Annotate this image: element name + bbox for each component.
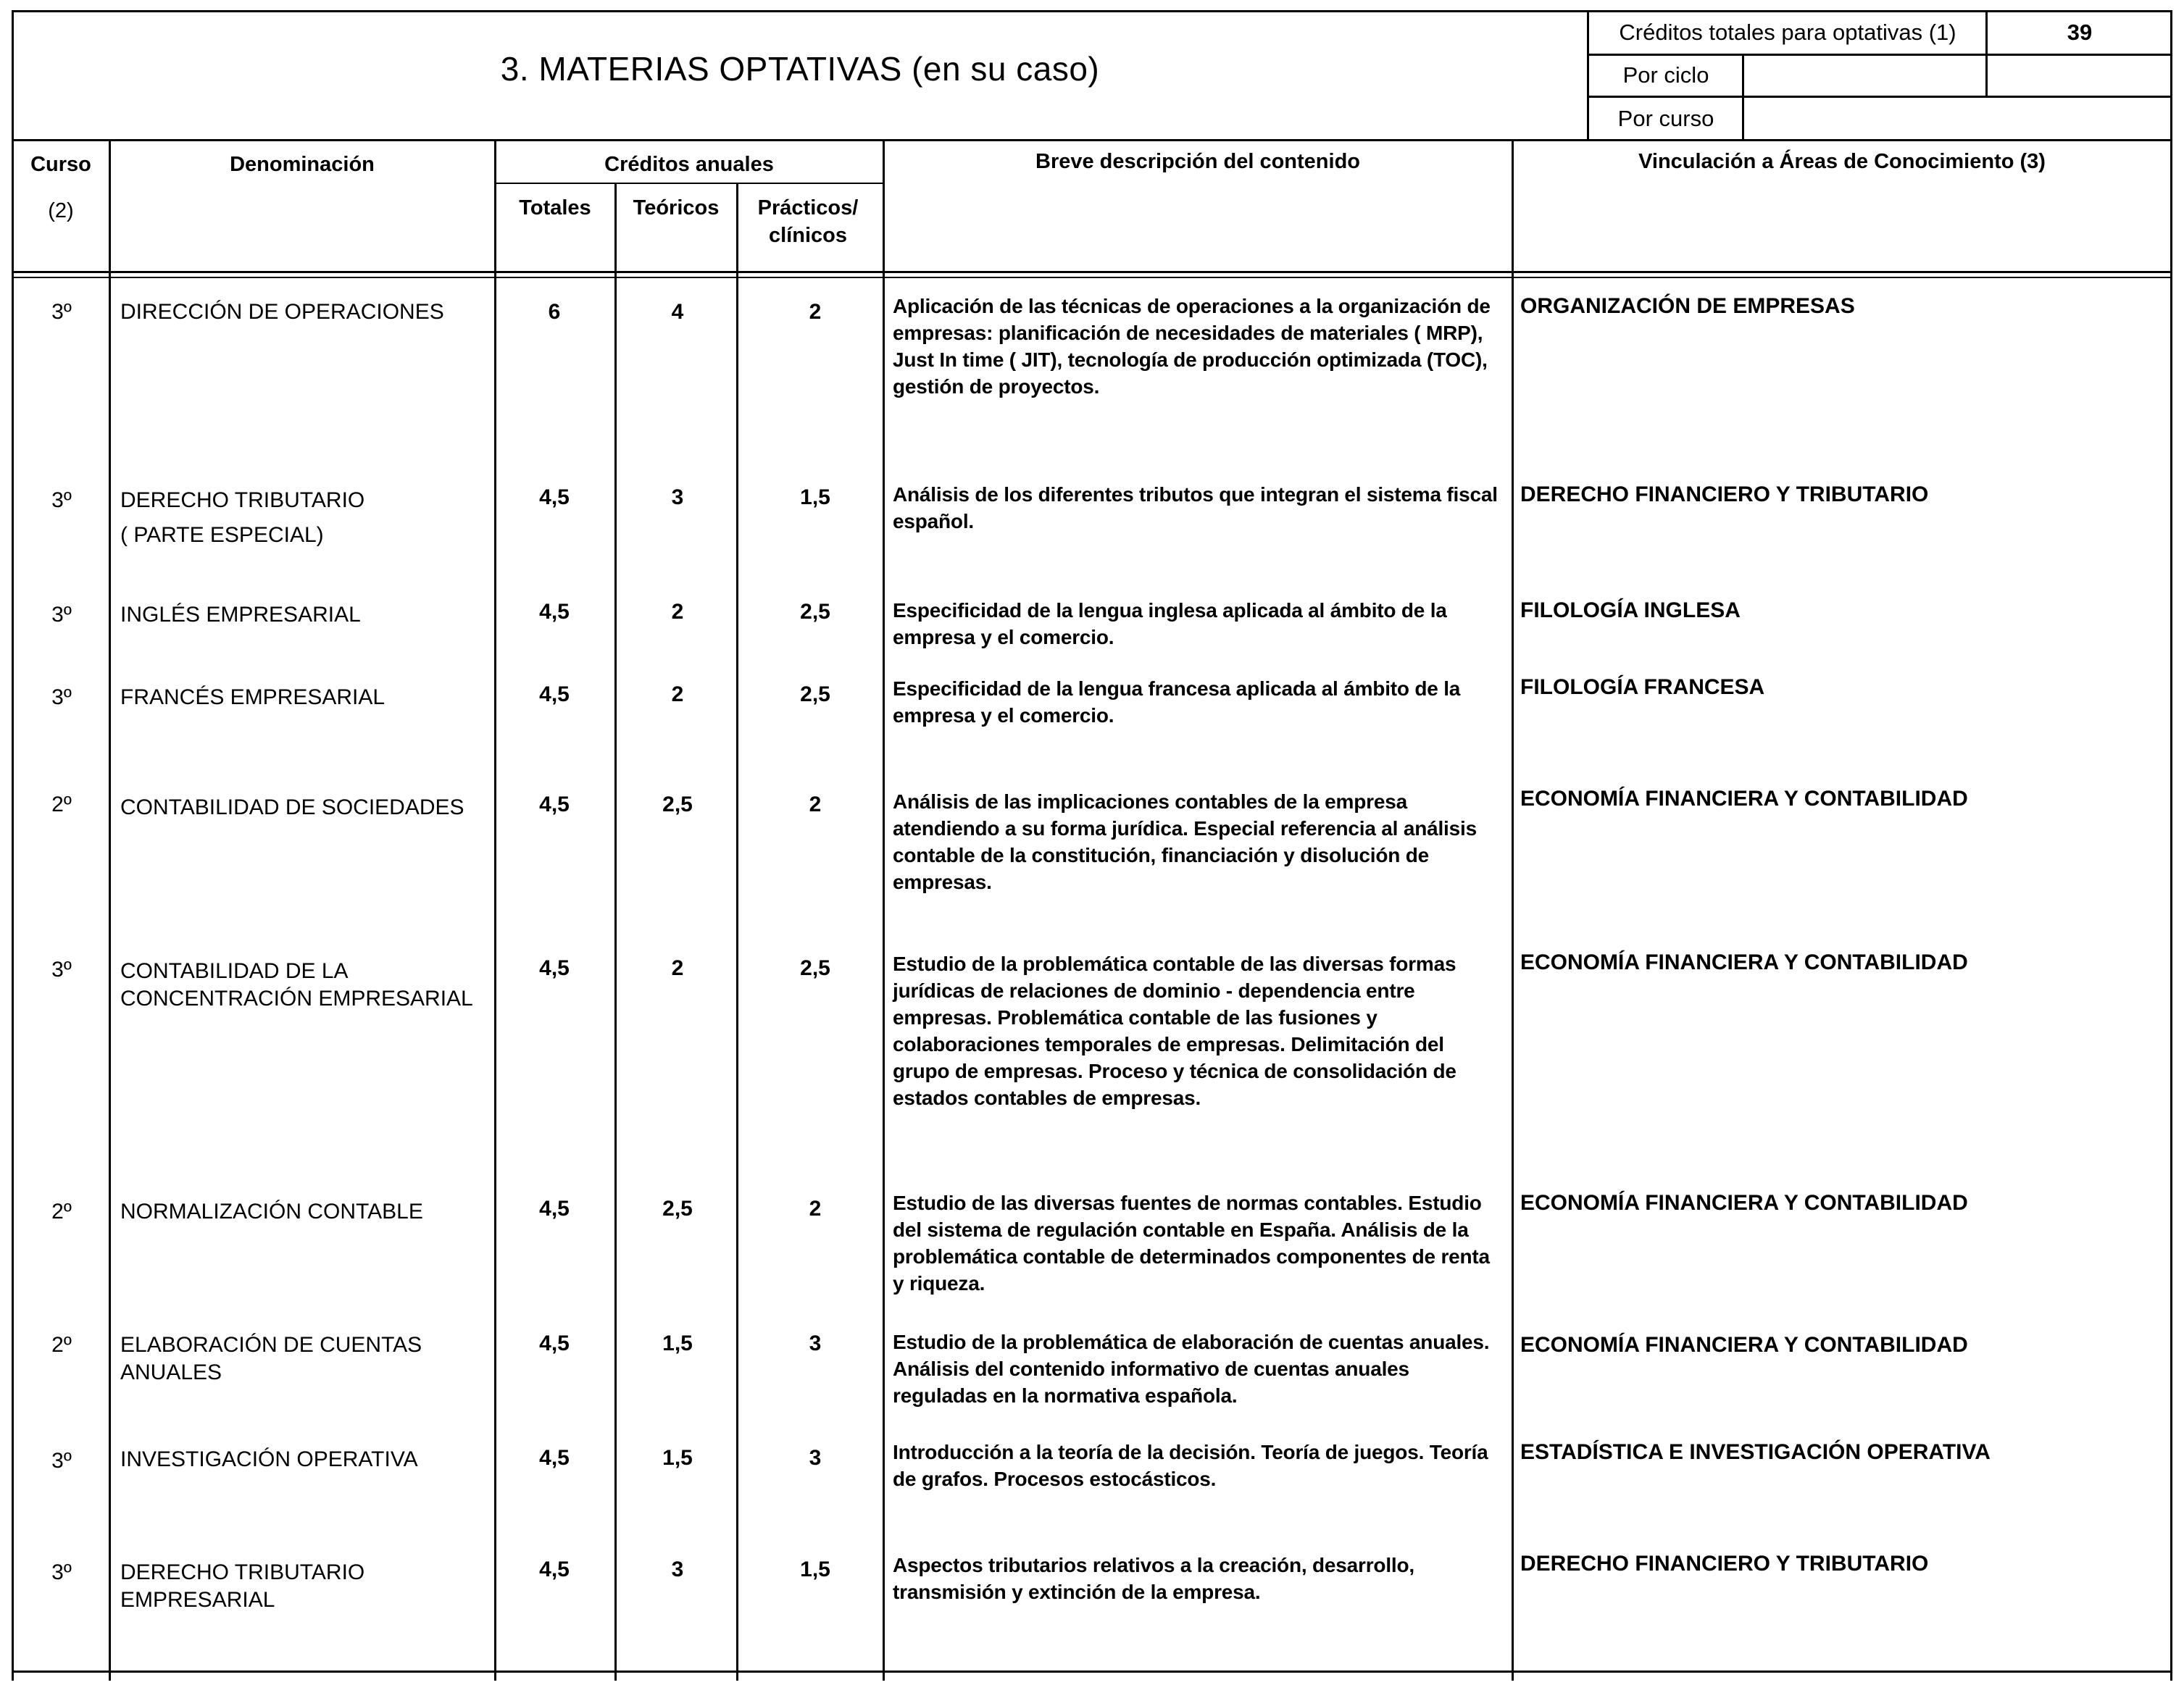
row-8-descripcion: Estudio de la problemática de elaboración de cuentas anuales. Análisis del contenido informativo de cuentas anuales reguladas en la normativa española. (893, 1331, 1490, 1407)
col-line-tot (614, 183, 617, 1681)
row-1-descripcion: Aplicación de las técnicas de operaciones a la organización de empresas: planificación de necesidades de materiales ( MRP), Just In time ( JIT), tecnología de producción optimizada (TOC), gestión de proyectos. (893, 295, 1491, 398)
row-9-denominacion: INVESTIGACIÓN OPERATIVA (120, 1447, 418, 1471)
row-10-denominacion: DERECHO TRIBUTARIO EMPRESARIAL (120, 1560, 365, 1612)
row-10-totales: 4,5 (539, 1558, 570, 1581)
row-2-denominacion-sub: ( PARTE ESPECIAL) (120, 523, 324, 547)
row-10-curso: 3º (51, 1560, 72, 1584)
row-6-curso: 3º (51, 958, 72, 982)
table-header-top (12, 139, 2172, 141)
row-2-area: DERECHO FINANCIERO Y TRIBUTARIO (1520, 482, 1929, 506)
row-10-area: DERECHO FINANCIERO Y TRIBUTARIO (1520, 1552, 1929, 1576)
col-header-totales: Totales (519, 196, 591, 219)
row-5-denominacion: CONTABILIDAD DE SOCIEDADES (120, 795, 464, 819)
row-2-totales: 4,5 (539, 485, 570, 509)
left-border (12, 10, 14, 1681)
row-4-curso: 3º (51, 685, 72, 709)
col-header-curso-note: (2) (48, 199, 74, 222)
row-3-denominacion: INGLÉS EMPRESARIAL (120, 603, 361, 627)
row-9-totales: 4,5 (539, 1446, 570, 1470)
row-9-area: ESTADÍSTICA E INVESTIGACIÓN OPERATIVA (1520, 1440, 1991, 1464)
row-2-curso: 3º (51, 488, 72, 512)
row-3-descripcion: Especificidad de la lengua inglesa aplicada al ámbito de la empresa y el comercio. (893, 599, 1447, 648)
per-course-label: Por curso (1617, 106, 1714, 131)
credits-total-label: Créditos totales para optativas (1) (1619, 20, 1956, 45)
per-cycle-label: Por ciclo (1622, 62, 1709, 88)
row-6-practicos: 2,5 (800, 956, 830, 980)
row-7-curso: 2º (51, 1200, 72, 1224)
row-8-practicos: 3 (809, 1331, 822, 1355)
row-10-descripcion: Aspectos tributarios relativos a la creación, desarrollo, transmisión y extinción de la empresa. (893, 1554, 1414, 1603)
row-3-totales: 4,5 (539, 600, 570, 624)
row-5-descripcion: Análisis de las implicaciones contables de la empresa atendiendo a su forma jurídica. Especial referencia al análisis contable de la constitución, financiación y disolución de empresas. (893, 790, 1477, 893)
table-bottom-border (12, 1671, 2172, 1673)
row-1-teoricos: 4 (671, 300, 684, 324)
row-6-denominacion: CONTABILIDAD DE LA CONCENTRACIÓN EMPRESARIAL (120, 959, 473, 1011)
col-header-curso: Curso (30, 153, 91, 176)
row-8-curso: 2º (51, 1333, 72, 1357)
row-2-teoricos: 3 (671, 485, 684, 509)
row-6-descripcion: Estudio de la problemática contable de las diversas formas jurídicas de relaciones de dominio - dependencia entre empresas. Problemática contable de las fusiones y colaboraciones temporales de empresas. Delimitación del grupo de empresas. Proceso y técnica de consolidación de estados contables de empresas. (893, 953, 1456, 1109)
credits-total-value: 39 (2067, 20, 2093, 45)
row-5-totales: 4,5 (539, 793, 570, 816)
row-3-area: FILOLOGÍA INGLESA (1520, 598, 1741, 622)
row-3-teoricos: 2 (671, 600, 684, 624)
row-5-practicos: 2 (809, 793, 822, 816)
right-border (2170, 10, 2172, 1681)
row-2-denominacion (120, 487, 490, 549)
col-header-vinculacion: Vinculación a Áreas de Conocimiento (3) (1638, 150, 2046, 173)
row-4-totales: 4,5 (539, 682, 570, 706)
row-8-teoricos: 1,5 (662, 1331, 693, 1355)
col-header-descripcion: Breve descripción del contenido (1035, 150, 1360, 173)
row-6-area: ECONOMÍA FINANCIERA Y CONTABILIDAD (1520, 950, 1968, 974)
row-1-area: ORGANIZACIÓN DE EMPRESAS (1520, 294, 1855, 318)
row-5-curso: 2º (51, 793, 72, 816)
row-2-denominacion-main: DERECHO TRIBUTARIO (120, 488, 365, 512)
row-10-teoricos: 3 (671, 1558, 684, 1581)
row-7-practicos: 2 (809, 1197, 822, 1221)
row-2-descripcion: Análisis de los diferentes tributos que integran el sistema fiscal español. (893, 483, 1498, 532)
row-4-denominacion: FRANCÉS EMPRESARIAL (120, 685, 385, 709)
row-8-denominacion: ELABORACIÓN DE CUENTAS ANUALES (120, 1333, 422, 1384)
row-1-practicos: 2 (809, 300, 822, 324)
row-1-curso: 3º (51, 300, 72, 324)
col-line-teo (736, 183, 738, 1681)
row-9-descripcion: Introducción a la teoría de la decisión. Teoría de juegos. Teoría de grafos. Procesos estocásticos. (893, 1441, 1488, 1490)
row-4-practicos: 2,5 (800, 682, 830, 706)
creditos-anuales-underline (494, 183, 883, 184)
row-6-teoricos: 2 (671, 956, 684, 980)
page-title: 3. MATERIAS OPTATIVAS (en su caso) (500, 50, 1100, 88)
row-9-practicos: 3 (809, 1446, 822, 1470)
row-2-practicos: 1,5 (800, 485, 830, 509)
row-3-curso: 3º (51, 603, 72, 627)
col-header-denominacion: Denominación (230, 153, 375, 176)
row-1-denominacion: DIRECCIÓN DE OPERACIONES (120, 300, 444, 324)
col-line-curso (109, 139, 111, 1681)
row-4-teoricos: 2 (671, 682, 684, 706)
table-header-bottom-double (12, 277, 2172, 278)
row-7-area: ECONOMÍA FINANCIERA Y CONTABILIDAD (1520, 1191, 1968, 1215)
row-6-totales: 4,5 (539, 956, 570, 980)
col-line-den (494, 139, 496, 1681)
credits-box-divider (1742, 55, 1744, 141)
row-5-teoricos: 2,5 (662, 793, 693, 816)
row-9-teoricos: 1,5 (662, 1446, 693, 1470)
row-10-practicos: 1,5 (800, 1558, 830, 1581)
table-header-bottom (12, 271, 2172, 273)
row-8-totales: 4,5 (539, 1331, 570, 1355)
row-3-practicos: 2,5 (800, 600, 830, 624)
row-4-area: FILOLOGÍA FRANCESA (1520, 675, 1765, 699)
row-7-totales: 4,5 (539, 1197, 570, 1221)
row-7-teoricos: 2,5 (662, 1197, 693, 1221)
row-7-denominacion: NORMALIZACIÓN CONTABLE (120, 1200, 423, 1224)
col-line-desc (1512, 139, 1514, 1681)
col-header-teoricos: Teóricos (633, 196, 720, 219)
credits-box-left (1587, 10, 1589, 141)
row-4-descripcion: Especificidad de la lengua francesa aplicada al ámbito de la empresa y el comercio. (893, 677, 1461, 727)
row-5-area: ECONOMÍA FINANCIERA Y CONTABILIDAD (1520, 787, 1968, 811)
col-header-practicos: Prácticos/ clínicos (757, 196, 859, 247)
row-7-descripcion: Estudio de las diversas fuentes de normas contables. Estudio del sistema de regulación contable en España. Análisis de la problemática contable de determinados componentes de renta y riqueza. (893, 1192, 1490, 1295)
col-header-creditos-anuales: Créditos anuales (604, 153, 774, 176)
row-1-totales: 6 (548, 300, 561, 324)
row-8-area: ECONOMÍA FINANCIERA Y CONTABILIDAD (1520, 1333, 1968, 1357)
row-9-curso: 3º (51, 1449, 72, 1473)
